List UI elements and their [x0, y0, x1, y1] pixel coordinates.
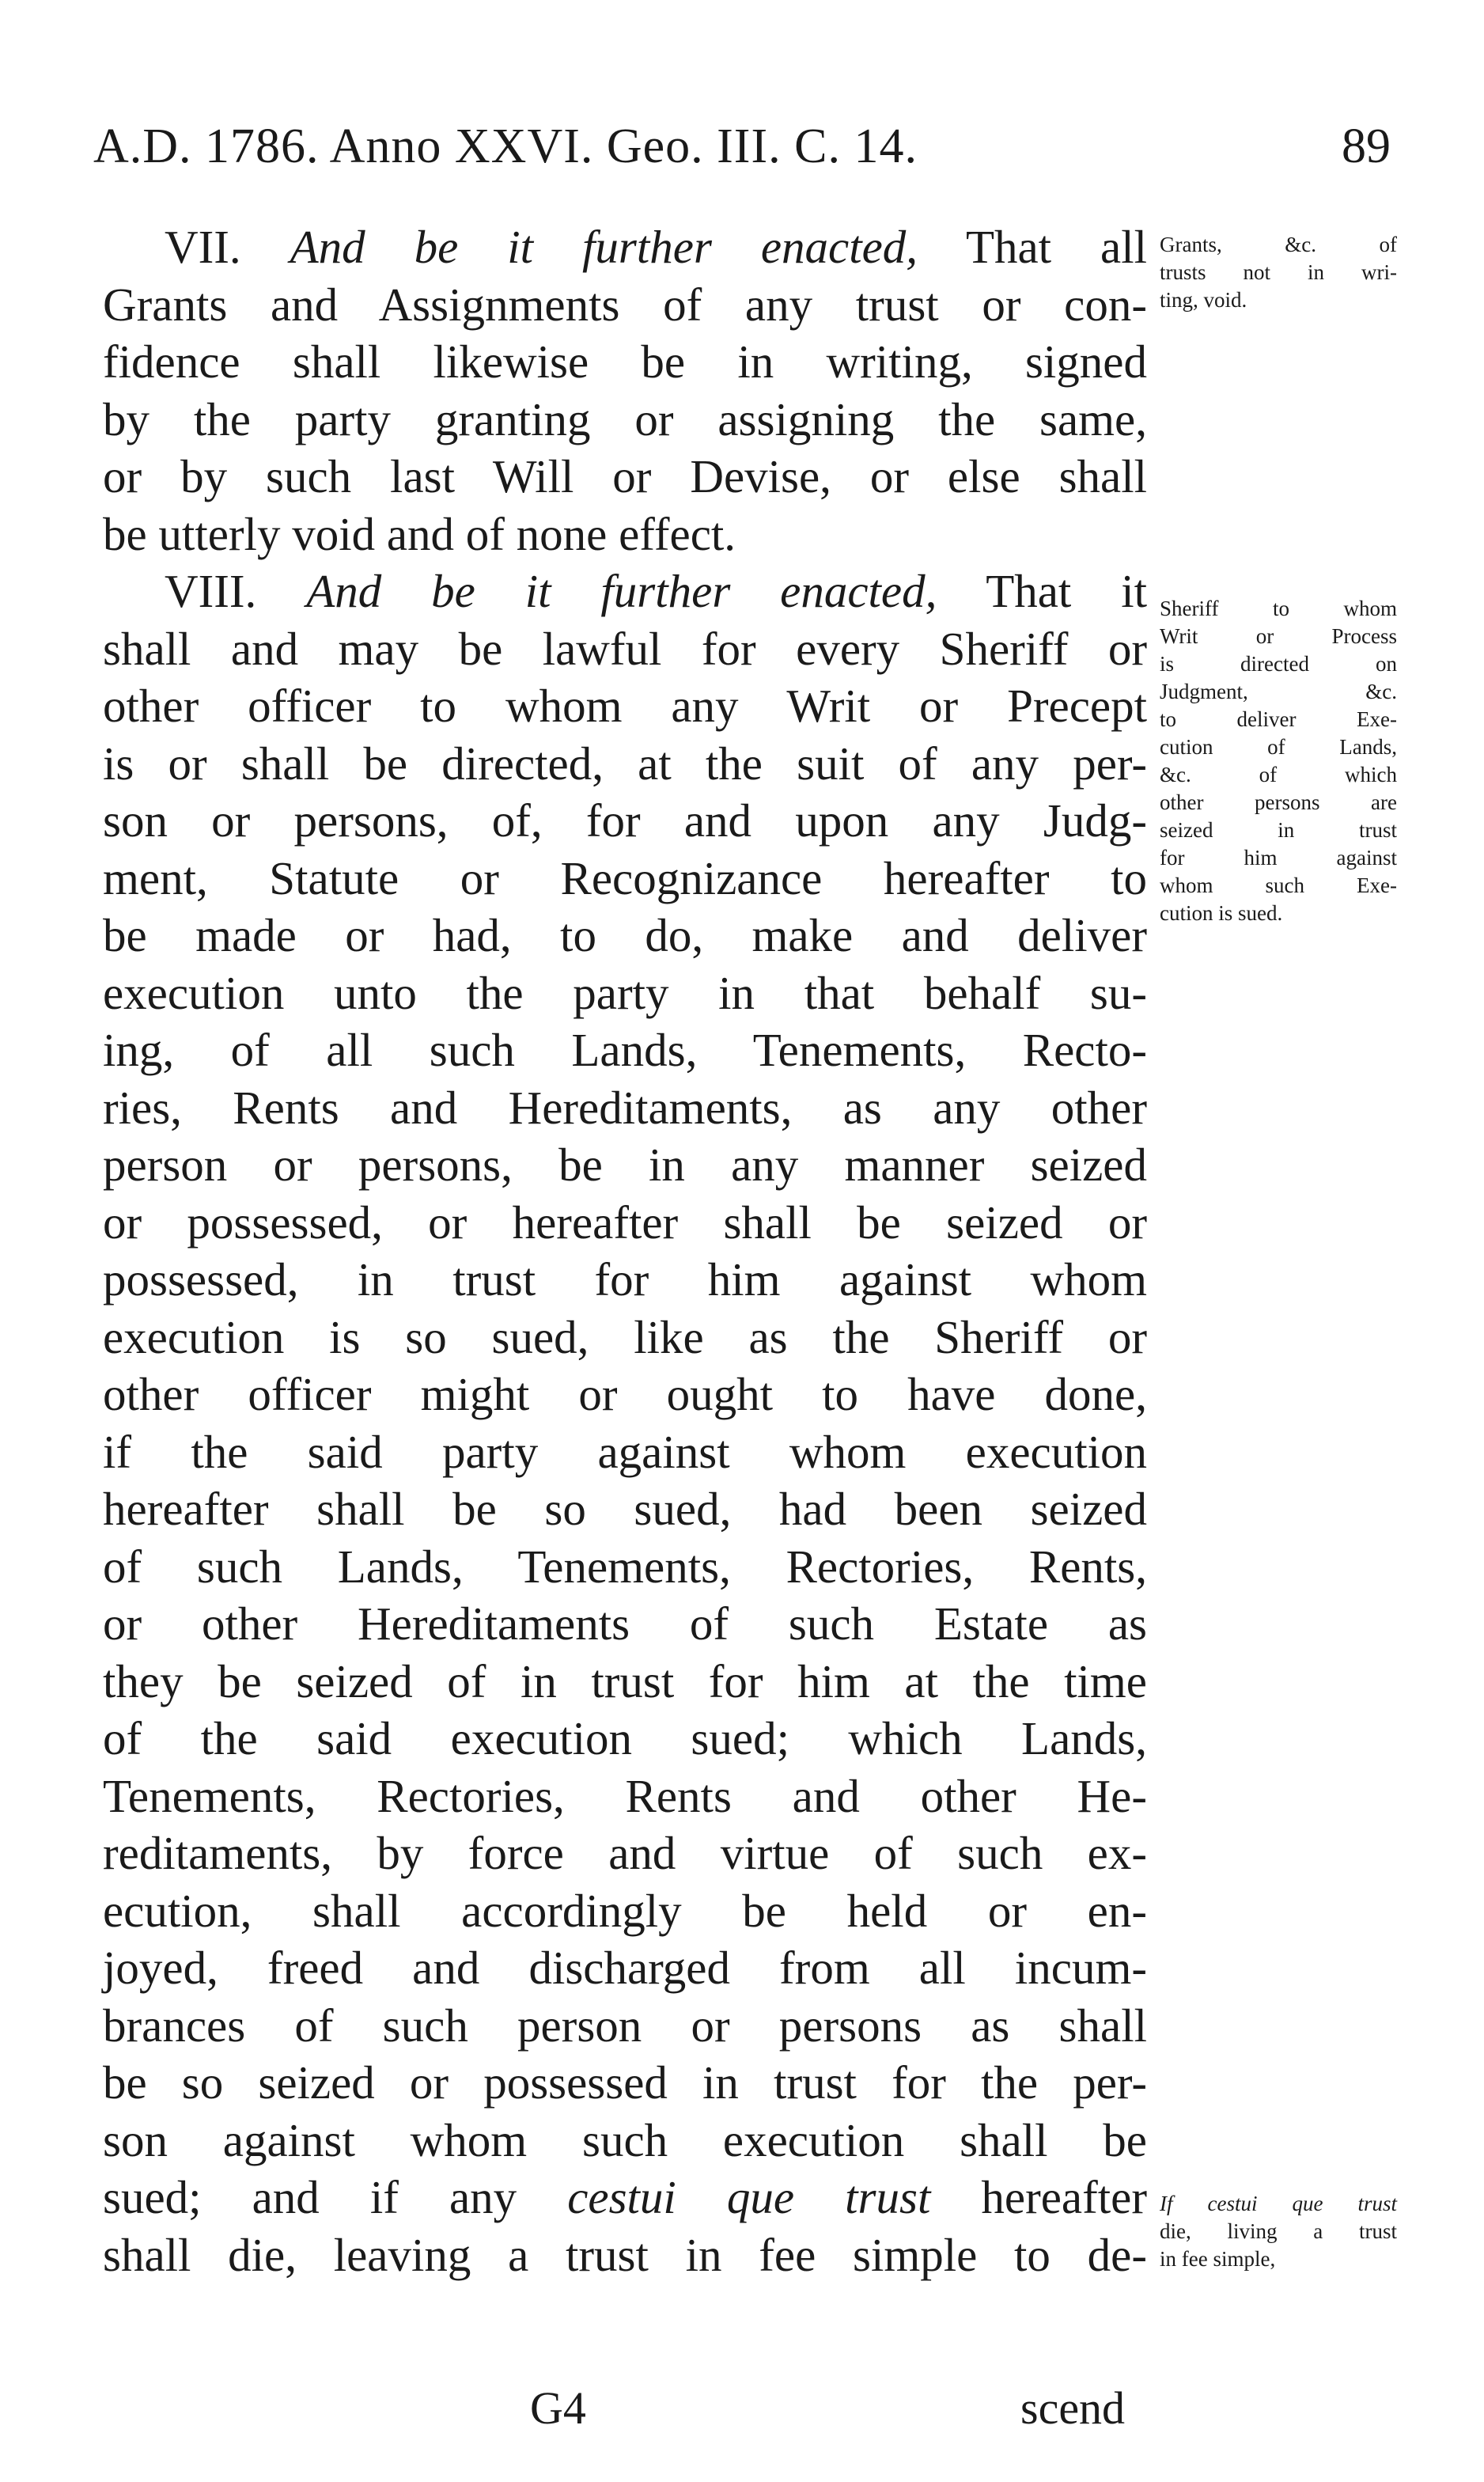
- text-segment: or possessed, or hereafter shall be seized or: [103, 1196, 1147, 1249]
- text-line: [103, 2226, 1147, 2284]
- text-line: [103, 907, 1147, 964]
- text-segment: hereafter shall be so sued, had been seized: [103, 1483, 1147, 1535]
- text-segment: ing, of all such Lands, Tenements, Recto-: [103, 1024, 1147, 1076]
- text-segment: be made or had, to do, make and deliver: [103, 909, 1147, 961]
- catchword: scend: [1020, 2382, 1126, 2434]
- text-line: [103, 563, 1147, 620]
- margin-note-grants-void: [1160, 231, 1397, 314]
- text-segment: fidence shall likewise be in writing, signed: [103, 335, 1147, 388]
- text-segment: possessed, in trust for him against whom: [103, 1253, 1147, 1305]
- text-line: [103, 1136, 1147, 1194]
- text-segment: they be seized of in trust for him at the time: [103, 1654, 1147, 1707]
- text-segment: hereafter: [930, 2171, 1147, 2223]
- text-segment: Tenements, Rectories, Rents and other He-: [103, 1769, 1147, 1822]
- text-line: [103, 1480, 1147, 1538]
- text-line: [103, 1595, 1147, 1653]
- text-line: [103, 1079, 1147, 1137]
- text-line: [103, 735, 1147, 793]
- text-line: [103, 2112, 1147, 2169]
- text-segment: son against whom such execution shall be: [103, 2113, 1147, 2166]
- text-line: [103, 1251, 1147, 1309]
- signature-mark: G4: [530, 2382, 586, 2434]
- text-segment: by the party granting or assigning the same,: [103, 392, 1147, 445]
- margin-note-line: Writ or Process: [1160, 624, 1397, 648]
- main-text-column: [103, 218, 1147, 2283]
- text-line: [103, 1538, 1147, 1596]
- text-segment: brances of such person or persons as shall: [103, 1999, 1147, 2052]
- margin-note-line: &c. of which: [1160, 763, 1397, 786]
- text-line: [103, 1939, 1147, 1997]
- text-line: [103, 677, 1147, 735]
- text-segment: reditaments, by force and virtue of such ex-: [103, 1827, 1147, 1879]
- text-segment: VIII.: [165, 565, 307, 617]
- text-segment: other officer to whom any Writ or Precept: [103, 680, 1147, 732]
- text-line: [103, 1021, 1147, 1079]
- text-segment: ment, Statute or Recognizance hereafter to: [103, 851, 1147, 904]
- text-line: [103, 1825, 1147, 1882]
- text-line: [103, 1366, 1147, 1423]
- margin-note-line: Grants, &c. of: [1160, 233, 1397, 256]
- text-segment: person or persons, be in any manner seized: [103, 1139, 1147, 1191]
- text-segment: shall and may be lawful for every Sheriff or: [103, 622, 1147, 675]
- text-line: [103, 506, 1147, 563]
- margin-note-line: seized in trust: [1160, 818, 1397, 842]
- page-number: 89: [1342, 119, 1391, 173]
- text-line: [103, 333, 1147, 391]
- text-segment: be so seized or possessed in trust for the per-: [103, 2056, 1147, 2109]
- text-segment: or other Hereditaments of such Estate as: [103, 1597, 1147, 1650]
- text-segment: execution unto the party in that behalf su-: [103, 966, 1147, 1019]
- margin-note-line: is directed on: [1160, 652, 1397, 676]
- margin-note-line: to deliver Exe-: [1160, 707, 1397, 731]
- text-line: [103, 964, 1147, 1022]
- text-segment: be utterly void and of none effect.: [103, 507, 736, 560]
- text-segment: shall die, leaving a trust in fee simple to de-: [103, 2228, 1147, 2281]
- margin-note-line: ting, void.: [1160, 288, 1247, 312]
- text-line: [103, 448, 1147, 506]
- italic-segment: And be it further enacted,: [290, 221, 918, 273]
- running-head: A.D. 1786. Anno XXVI. Geo. III. C. 14.: [93, 119, 918, 173]
- text-segment: of such Lands, Tenements, Rectories, Rents,: [103, 1540, 1147, 1593]
- margin-note-line: cution of Lands,: [1160, 735, 1397, 759]
- text-line: [103, 1710, 1147, 1768]
- page-header: [93, 119, 1391, 182]
- margin-note-line: Sheriff to whom: [1160, 597, 1397, 620]
- text-segment: ecution, shall accordingly be held or en-: [103, 1884, 1147, 1937]
- text-segment: of the said execution sued; which Lands,: [103, 1712, 1147, 1764]
- text-line: [103, 850, 1147, 908]
- text-segment: sued; and if any: [103, 2171, 568, 2223]
- text-line: [103, 1768, 1147, 1825]
- text-segment: Grants and Assignments of any trust or con-: [103, 278, 1147, 331]
- text-line: [103, 792, 1147, 850]
- italic-segment: And be it further enacted,: [306, 565, 937, 617]
- text-line: [103, 2169, 1147, 2226]
- text-line: [103, 620, 1147, 678]
- margin-note-cestui-que-trust: [1160, 2190, 1397, 2273]
- text-segment: That it: [937, 565, 1147, 617]
- margin-note-line: in fee simple,: [1160, 2247, 1276, 2271]
- margin-note-line: trusts not in wri-: [1160, 260, 1397, 284]
- italic-segment: cestui que trust: [567, 2171, 931, 2223]
- text-line: [103, 1309, 1147, 1366]
- margin-note-line: other persons are: [1160, 790, 1397, 814]
- text-line: [103, 1997, 1147, 2055]
- margin-note-line: cution is sued.: [1160, 901, 1283, 925]
- text-segment: VII.: [165, 221, 290, 273]
- text-line: [103, 218, 1147, 276]
- margin-note-sheriff-execution: [1160, 595, 1397, 927]
- text-segment: joyed, freed and discharged from all incum-: [103, 1942, 1147, 1994]
- text-segment: That all: [918, 221, 1148, 273]
- text-segment: if the said party against whom execution: [103, 1425, 1147, 1478]
- margin-note-line: for him against: [1160, 846, 1397, 870]
- text-line: [103, 1882, 1147, 1940]
- margin-note-line: Judgment, &c.: [1160, 680, 1397, 703]
- text-segment: execution is so sued, like as the Sheriff or: [103, 1310, 1147, 1363]
- text-segment: is or shall be directed, at the suit of any per-: [103, 737, 1147, 790]
- text-line: [103, 1423, 1147, 1481]
- text-segment: or by such last Will or Devise, or else shall: [103, 450, 1147, 502]
- text-line: [103, 2054, 1147, 2112]
- margin-note-line: whom such Exe-: [1160, 873, 1397, 897]
- margin-note-line: die, living a trust: [1160, 2219, 1397, 2243]
- margin-note-line: If cestui que trust: [1160, 2192, 1397, 2215]
- text-segment: other officer might or ought to have done,: [103, 1368, 1147, 1420]
- text-segment: ries, Rents and Hereditaments, as any other: [103, 1081, 1147, 1134]
- text-line: [103, 391, 1147, 449]
- text-line: [103, 1194, 1147, 1252]
- text-line: [103, 276, 1147, 334]
- text-line: [103, 1653, 1147, 1711]
- text-segment: son or persons, of, for and upon any Judg-: [103, 794, 1147, 847]
